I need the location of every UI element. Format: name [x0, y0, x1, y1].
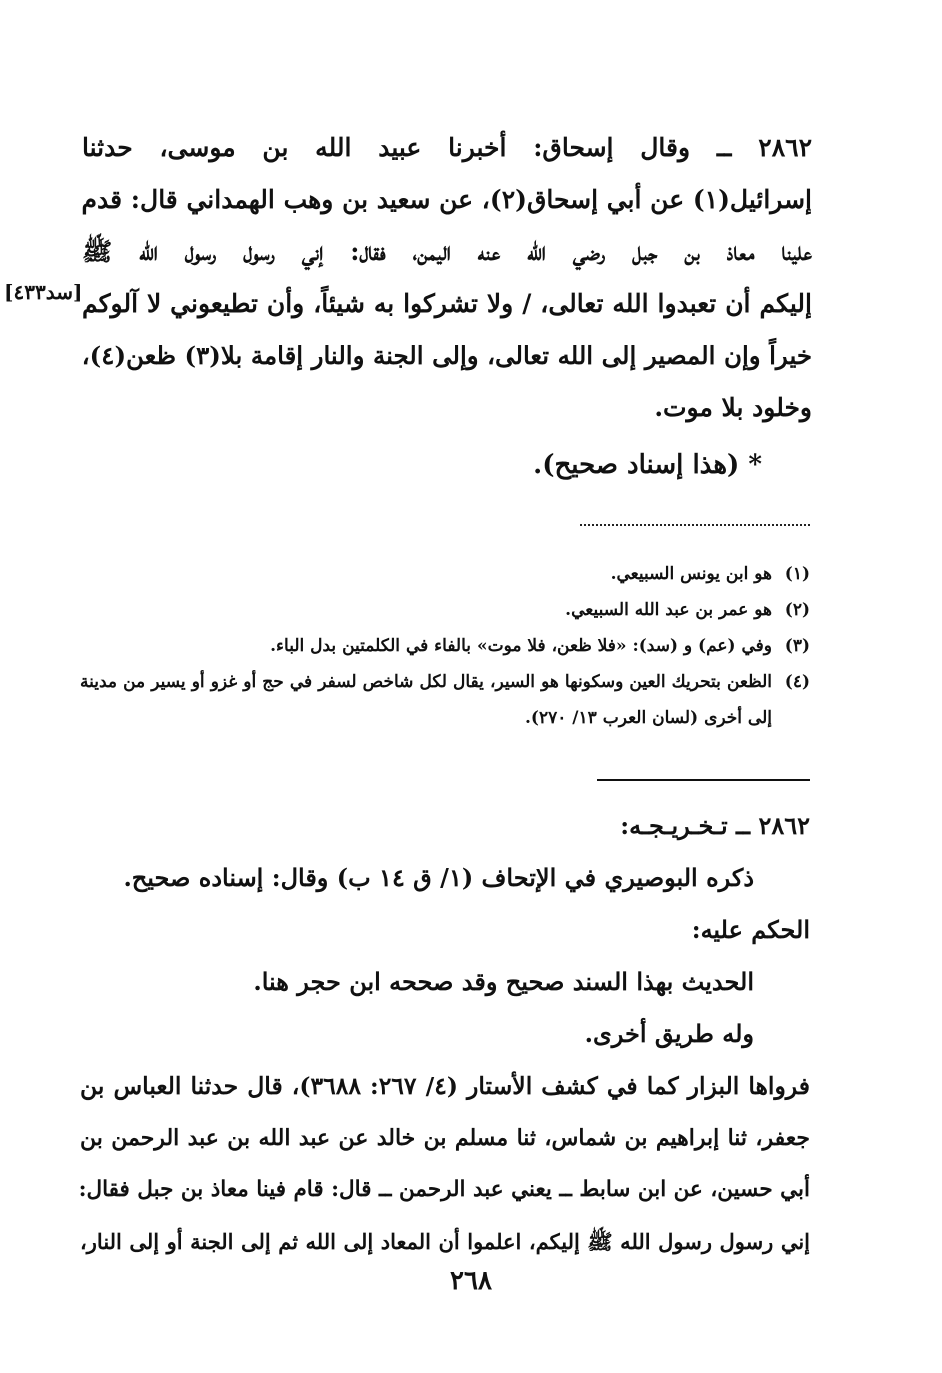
footnote-number: (٣) [784, 636, 810, 656]
margin-reference: [سد٤٣٣] [4, 280, 83, 304]
takhrij-heading: ٢٨٦٢ ــ تـخـريـجـه: [620, 811, 810, 840]
footnote [80, 592, 810, 628]
footnotes [80, 556, 810, 736]
hadith-line: علينا معاذ بن جبل رضي الله عنه اليمن، فقال: إني رسول رسول الله ﷺ [82, 237, 812, 266]
footnote-number: (١) [784, 564, 810, 584]
footnote-text: وفي (عم) و (سد): «فلا ظعن، فلا موت» بالفاء في الكلمتين بدل الباء. [270, 636, 772, 656]
takhrij-mention: ذكره البوصيري في الإتحاف (١/ ق ١٤ ب) وقال: إسناده صحيح. [123, 863, 754, 892]
footnote-text: هو عمر بن عبد الله السبيعي. [565, 600, 772, 620]
bazzar-line: أبي حسين، عن ابن سابط ــ يعني عبد الرحمن ــ قال: قام فينا معاذ بن جبل فقال: [78, 1177, 810, 1202]
page-number: ٢٦٨ [450, 1266, 492, 1296]
footnote [80, 628, 810, 664]
bazzar-line: جعفر، ثنا إبراهيم بن شماس، ثنا مسلم بن خالد عن عبد الله بن عبد الرحمن بن [80, 1125, 810, 1151]
hadith-line: خيراً وإن المصير إلى الله تعالى، وإلى الجنة والنار إقامة بلا(٣) ظعن(٤)، [81, 341, 812, 370]
footnote-text: هو ابن يونس السبيعي. [610, 564, 772, 584]
hadith-line: ٢٨٦٢ ــ وقال إسحاق: أخبرنا عبيد الله بن موسى، حدثنا [82, 133, 812, 162]
hadith-line: إسرائيل(١) عن أبي إسحاق(٢)، عن سعيد بن وهب الهمداني قال: قدم [81, 185, 812, 214]
footnote-number: (٢) [784, 600, 810, 620]
isnad-verdict: * (هذا إسناد صحيح). [533, 450, 762, 480]
hadith-text [82, 122, 812, 434]
footnote-separator [580, 524, 810, 526]
bazzar-line: إني رسول رسول الله ﷺ إليكم، اعلموا أن المعاد إلى الله ثم إلى الجنة أو إلى النار، [80, 1229, 810, 1254]
footnote [80, 556, 810, 592]
ruling-heading: الحكم عليه: [691, 915, 810, 944]
section-divider [597, 779, 810, 781]
bazzar-line: فرواها البزار كما في كشف الأستار (٤/ ٢٦٧: ٣٦٨٨)، قال حدثنا العباس بن [80, 1072, 810, 1100]
takhrij-section [80, 800, 810, 1268]
footnote-text: الظعن بتحريك العين وسكونها هو السير، يقال لكل شاخص لسفر في حج أو غزو أو يسير من مدينة إلى أخرى (لسان العرب ١٣/ ٢٧٠). [80, 672, 772, 728]
footnote-number: (٤) [784, 672, 810, 692]
other-route: وله طريق أخرى. [584, 1019, 754, 1048]
footnote [80, 664, 810, 736]
ruling-text: الحديث بهذا السند صحيح وقد صححه ابن حجر هنا. [253, 967, 754, 996]
hadith-line: وخلود بلا موت. [654, 393, 812, 422]
hadith-line: إليكم أن تعبدوا الله تعالى، / ولا تشركوا به شيئاً، وأن تطيعوني لا آلوكم [82, 289, 812, 318]
